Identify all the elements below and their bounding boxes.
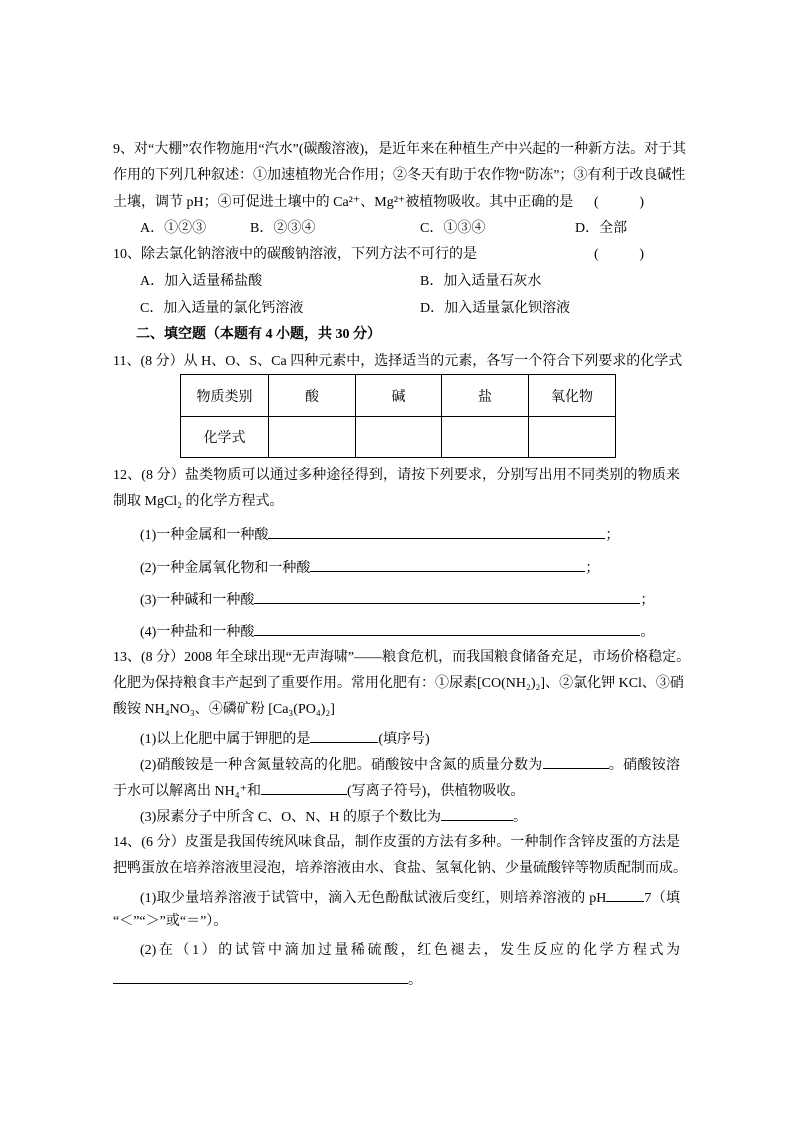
answer-blank [113, 969, 408, 984]
sub-question-continued [113, 780, 524, 798]
paren-open: ( [594, 247, 599, 262]
sub-question-end: ； [640, 593, 655, 608]
question-10-stem: 10、除去氯化钠溶液中的碳酸钠溶液，下列方法不可行的是 [113, 247, 477, 262]
answer-cell [529, 417, 616, 458]
sub-question-prompt: (3)尿素分子中所含 C、O、N、H 的原子个数比为 [140, 810, 441, 825]
answer-cell [356, 417, 442, 458]
sub-question-prompt: (1)一种金属和一种酸 [140, 528, 269, 543]
sub-question-end: ； [585, 561, 600, 576]
sub-question [140, 754, 680, 772]
question-9-stem-line: 作用的下列几种叙述：①加速植物光合作用；②冬天有助于农作物“防冻”；③有利于改良碱性 [113, 168, 686, 183]
sub-question-prompt: (4)一种盐和一种酸 [140, 625, 255, 640]
sub-question-end: (填序号) [378, 732, 430, 747]
table-header-row [181, 375, 616, 417]
answer-blank [268, 524, 605, 539]
answer-blank [606, 887, 644, 902]
answer-cell [269, 417, 356, 458]
answer-blank [310, 728, 378, 743]
sub-question-end: 。 [408, 973, 422, 988]
answer-blank [543, 754, 609, 769]
table-header-cell: 物质类别 [181, 375, 269, 417]
option-a: A．①②③ [140, 221, 207, 236]
sub-question-continued [113, 969, 422, 987]
question-13-stem-line: 13、(8 分）2008 年全球出现“无声海啸”——粮食危机，而我国粮食储备充足，市场价格稳定。 [113, 650, 691, 665]
option-b: B．②③④ [250, 221, 316, 236]
option-d: D．加入适量氯化钡溶液 [420, 301, 571, 316]
answer-blank [254, 589, 640, 604]
sub-question-prompt: (3)一种碱和一种酸 [140, 593, 255, 608]
question-13-stem-line: 酸铵 NH₄NO₃、④磷矿粉 [Ca₃(PO₄)₂] [113, 702, 335, 717]
question-13-stem-line: 化肥为保持粮食丰产起到了重要作用。常用化肥有：①尿素[CO(NH₂)₂]、②氯化钾 KCl、③硝 [113, 676, 684, 691]
answer-blank [310, 557, 585, 572]
sub-question-prompt: 于水可以解离出 NH₄⁺和 [113, 784, 261, 799]
formula-table [180, 374, 616, 458]
sub-question [140, 728, 430, 746]
option-c: C．①③④ [420, 221, 486, 236]
question-9-stem-line: 9、对“大棚”农作物施用“汽水”(碳酸溶液)，是近年来在种植生产中兴起的一种新方法。对于其 [113, 142, 687, 157]
sub-question-prompt: (1)取少量培养溶液于试管中，滴入无色酚酞试液后变红，则培养溶液的 pH [140, 891, 607, 906]
sub-question-prompt: (2)一种金属氧化物和一种酸 [140, 561, 311, 576]
question-9-stem-line: 土壤，调节 pH；④可促进土壤中的 Ca²⁺、Mg²⁺被植物吸收。其中正确的是 [113, 195, 574, 210]
paren-close: ) [639, 247, 644, 262]
sub-question [140, 621, 654, 639]
question-14-stem-line: 14、(6 分）皮蛋是我国传统风味食品，制作皮蛋的方法有多种。一种制作含锌皮蛋的方法是 [113, 835, 680, 850]
sub-question [140, 806, 527, 824]
table-header-cell: 盐 [442, 375, 529, 417]
option-d: D．全部 [575, 221, 628, 236]
paren-close: ) [639, 195, 644, 210]
sub-question: (2)在（1）的试管中滴加过量稀硫酸，红色褪去，发生反应的化学方程式为 [140, 943, 680, 958]
table-row [181, 417, 616, 458]
section-heading: 二、填空题（本题有 4 小题，共 30 分） [136, 327, 381, 342]
question-14-stem-line: 把鸭蛋放在培养溶液里浸泡，培养溶液由水、食盐、氢氧化钠、少量硫酸锌等物质配制而成。 [113, 861, 687, 876]
table-header-cell: 酸 [269, 375, 356, 417]
answer-paren [594, 246, 644, 264]
option-c: C．加入适量的氯化钙溶液 [140, 301, 304, 316]
table-row-label: 化学式 [181, 417, 269, 458]
sub-question-end: (写离子符号)，供植物吸收。 [347, 784, 525, 799]
paren-open: ( [594, 195, 599, 210]
sub-question-prompt: (2)硝酸铵是一种含氮量较高的化肥。硝酸铵中含氮的质量分数为 [140, 758, 543, 773]
sub-question-end: 。 [640, 625, 655, 640]
sub-question-continued: “＜”“＞”或“＝”）。 [113, 914, 228, 929]
answer-cell [442, 417, 529, 458]
question-12-stem-line: 制取 MgCl₂ 的化学方程式。 [113, 494, 284, 509]
answer-paren [594, 194, 644, 212]
sub-question-end: 。硝酸铵溶 [608, 758, 680, 773]
option-b: B．加入适量石灰水 [420, 274, 542, 289]
answer-blank [441, 806, 513, 821]
sub-question-end: 。 [513, 810, 527, 825]
option-a: A．加入适量稀盐酸 [140, 274, 263, 289]
question-11-stem: 11、(8 分）从 H、O、S、Ca 四种元素中，选择适当的元素，各写一个符合下列要求的化学式 [113, 354, 683, 369]
answer-blank [261, 780, 347, 795]
sub-question [140, 524, 619, 542]
sub-question-prompt: (1)以上化肥中属于钾肥的是 [140, 732, 311, 747]
sub-question [140, 589, 654, 607]
table-header-cell: 碱 [356, 375, 442, 417]
sub-question [140, 887, 680, 905]
table-header-cell: 氧化物 [529, 375, 616, 417]
sub-question-end: 7（填 [644, 891, 680, 906]
answer-blank [254, 621, 640, 636]
sub-question [140, 557, 599, 575]
sub-question-end: ； [605, 528, 620, 543]
question-12-stem-line: 12、(8 分）盐类物质可以通过多种途径得到，请按下列要求，分别写出用不同类别的物质来 [113, 468, 680, 483]
